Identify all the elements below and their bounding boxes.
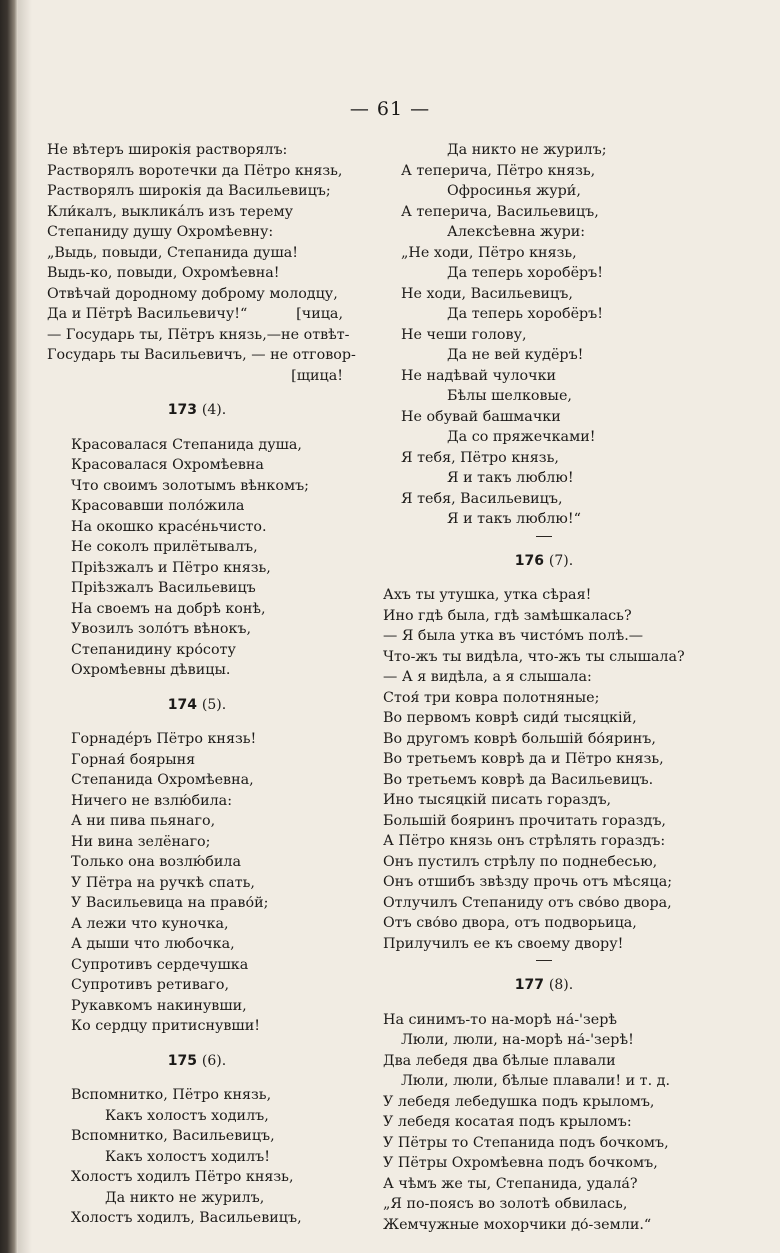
verse-line: — Государь ты, Пётръ князь,—не отвѣт-	[47, 326, 350, 343]
song-subnumber: (8).	[548, 977, 574, 993]
verse-line: Отлучилъ Степаниду отъ сво́во двора,	[383, 894, 672, 911]
song-175-continuation	[383, 140, 705, 530]
page-number: — 61 —	[349, 98, 431, 120]
verse-line: Ничего не взлю́била:	[71, 792, 233, 809]
song-176-verse	[383, 585, 705, 954]
verse-line: Что своимъ золотымъ вѣнкомъ;	[71, 477, 309, 494]
song-heading-176	[383, 551, 705, 572]
verse-line: Да со пряжечками!	[447, 429, 596, 445]
verse-line: „Не ходи, Пётро князь,	[401, 244, 577, 261]
verse-line: На окошко красéньчисто.	[71, 518, 267, 535]
verse-line: А дыши что любочка,	[71, 936, 235, 952]
verse-line: Ахъ ты утушка, утка сѣрая!	[383, 587, 592, 603]
verse-line: Супротивъ сердечушка	[71, 956, 249, 973]
verse-line: У лебедя косатая подъ крыломъ:	[383, 1114, 632, 1130]
verse-line: Не надѣвай чулочки	[401, 367, 557, 384]
verse-line: У Пётра на ручкѣ спать,	[71, 874, 255, 891]
verse-line: Офросинья жури́,	[447, 183, 581, 199]
verse-line: Во первомъ коврѣ сиди́ тысяцкій,	[383, 710, 637, 726]
verse-line: — Я была утка въ чисто́мъ полѣ.—	[383, 628, 644, 644]
song-heading-175	[47, 1051, 347, 1072]
verse-line: Вспомнитко, Васильевицъ,	[71, 1128, 275, 1144]
verse-line: Красовалася Охромѣевна	[71, 457, 264, 473]
song-number: 177	[514, 977, 545, 993]
verse-line: Холостъ ходилъ Пётро князь,	[71, 1169, 294, 1185]
verse-line: Да теперь хоробёръ!	[447, 265, 604, 281]
verse-line: Я и такъ люблю!	[447, 470, 574, 486]
verse-line: Отъ сво́во двора, отъ подворьица,	[383, 915, 637, 931]
verse-line: Да никто не журилъ,	[105, 1189, 265, 1206]
verse-line: А чѣмъ же ты, Степанида, удала́?	[383, 1175, 638, 1192]
verse-line: Онъ отшибъ звѣзду прочь отъ мѣсяца;	[383, 874, 673, 890]
verse-line: Горнадéръ Пётро князь!	[71, 731, 257, 747]
verse-line: „Я по-поясъ во золотѣ обвилась,	[383, 1196, 628, 1212]
verse-line: Государь ты Васильевичъ, — не отговор-	[47, 347, 356, 363]
verse-line: Алексѣевна жури:	[447, 224, 586, 240]
verse-line: Не соколъ прилётывалъ,	[71, 539, 258, 555]
verse-line: Рукавкомъ накинувши,	[71, 997, 247, 1014]
verse-line: А теперича, Пётро князь,	[401, 162, 596, 179]
verse-line: Онъ пустилъ стрѣлу по поднебесью,	[383, 853, 658, 870]
verse-line: Ко сердцу притиснувши!	[71, 1018, 261, 1034]
song-number: 176	[514, 552, 545, 569]
verse-line: Степанидину кро́соту	[71, 641, 236, 658]
verse-line: На синимъ-то на-морѣ на́-'зерѣ	[383, 1011, 618, 1028]
verse-line: Увозилъ золо́тъ вѣнокъ,	[71, 621, 252, 637]
verse-line: Большій бояринъ прочитать гораздъ,	[383, 812, 666, 829]
verse-line: — А я видѣла, а я слышала:	[383, 669, 592, 685]
verse-line: Не обувай башмачки	[401, 408, 561, 425]
verse-line: „Выдь, повыди, Степанида душа!	[47, 244, 299, 261]
verse-line-carry: [щица!	[291, 367, 343, 384]
verse-line: Я тебя, Васильевицъ,	[401, 490, 563, 507]
verse-line: Степаниду душу Охромѣевну:	[47, 224, 274, 240]
verse-line: Какъ холостъ ходилъ!	[105, 1148, 271, 1165]
song-number: 175	[167, 1052, 198, 1069]
verse-line: Красовавши поло́жила	[71, 498, 245, 514]
verse-line: Супротивъ ретиваго,	[71, 977, 230, 993]
verse-line: У Васильевица на право́й;	[71, 895, 269, 911]
song-subnumber: (7).	[548, 552, 574, 569]
song-174-verse	[47, 729, 347, 1037]
verse-line: Отвѣчай дородному доброму молодцу,	[47, 285, 338, 302]
verse-line: Во третьемъ коврѣ да Васильевицъ.	[383, 771, 654, 788]
verse-line: А теперича, Васильевицъ,	[401, 203, 599, 220]
verse-line: Да не вей кудёръ!	[447, 347, 584, 363]
verse-line: А Пётро князь онъ стрѣлять гораздъ:	[383, 833, 666, 849]
section-divider	[536, 960, 552, 961]
song-173-verse	[47, 435, 347, 681]
verse-line: Степанида Охромѣевна,	[71, 772, 254, 788]
verse-line: Ино тысяцкій писать гораздъ,	[383, 792, 612, 808]
verse-line: Растворялъ воротечки да Пётро князь,	[47, 162, 343, 179]
song-heading-177	[383, 975, 705, 996]
verse-line: Выдь-ко, повыди, Охромѣевна!	[47, 265, 280, 281]
verse-line: Красовалася Степанида душа,	[71, 436, 302, 453]
song-175-verse	[47, 1085, 347, 1229]
verse-line-carry: [чица,	[296, 306, 343, 322]
verse-line: Да никто не журилъ;	[447, 142, 607, 158]
intro-verse	[47, 140, 356, 386]
verse-line: Охромѣевны дѣвицы.	[71, 662, 231, 678]
verse-line: Растворялъ широкія да Васильевицъ;	[47, 183, 331, 199]
song-subnumber: (5).	[201, 696, 227, 713]
verse-line: Кли́калъ, выкликáлъ изъ терему	[47, 203, 294, 220]
verse-line: Какъ холостъ ходилъ,	[105, 1107, 269, 1124]
song-heading-174	[47, 695, 347, 716]
verse-line	[47, 304, 347, 325]
verse-line: Во третьемъ коврѣ да и Пётро князь,	[383, 751, 664, 767]
verse-line: Вспомнитко, Пётро князь,	[71, 1087, 272, 1103]
verse-line: У Пётры то Степанида подъ бочкомъ,	[383, 1134, 669, 1151]
verse-line: Не ходи, Васильевицъ,	[401, 285, 573, 302]
verse-line: Я и такъ люблю!“	[447, 511, 581, 527]
verse-line: Только она возлю́била	[71, 854, 242, 870]
verse-line: Горная́ боярыня	[71, 751, 196, 768]
page-edge-shadow	[18, 0, 32, 1253]
song-number: 174	[167, 696, 198, 713]
verse-line: Два лебедя два бѣлые плавали	[383, 1052, 616, 1069]
verse-line: Бѣлы шелковые,	[447, 388, 572, 404]
song-heading-173	[47, 400, 347, 421]
verse-line: Жемчужные мохорчики до́-земли.“	[383, 1216, 652, 1233]
verse-line: Во другомъ коврѣ большій бо́яринъ,	[383, 730, 656, 747]
verse-line: Не вѣтеръ широкія растворялъ:	[47, 142, 288, 158]
verse-line: Я тебя, Пётро князь,	[401, 449, 559, 466]
verse-line: Пріѣзжалъ Васильевицъ	[71, 580, 256, 596]
song-177-verse	[383, 1010, 705, 1236]
verse-line: У лебедя лебедушка подъ крыломъ,	[383, 1093, 655, 1110]
verse-line: А ни пива пьянаго,	[71, 813, 216, 829]
right-column	[383, 140, 705, 1235]
verse-line: У Пётры Охромѣевна подъ бочкомъ,	[383, 1155, 658, 1171]
verse-line: Стоя́ три ковра полотняные;	[383, 689, 600, 706]
left-column	[47, 140, 356, 1229]
verse-line: А лежи что куночка,	[71, 915, 229, 932]
verse-line: Да теперь хоробёръ!	[447, 306, 604, 322]
verse-line: Ино гдѣ была, гдѣ замѣшкалась?	[383, 607, 632, 624]
verse-line-text: Да и Пётрѣ Васильевичу!“	[47, 306, 248, 322]
verse-line: Ни вина зелёнаго;	[71, 833, 211, 850]
verse-line: Пріѣзжалъ и Пётро князь,	[71, 559, 271, 576]
verse-line: Люли, люли, бѣлые плавали! и т. д.	[401, 1073, 671, 1089]
book-spine-shadow	[0, 0, 18, 1253]
verse-line: На своемъ на добрѣ конѣ,	[71, 600, 266, 617]
song-subnumber: (6).	[201, 1052, 227, 1069]
verse-line: Люли, люли, на-морѣ на́-'зерѣ!	[401, 1032, 634, 1048]
verse-line: Холостъ ходилъ, Васильевицъ,	[71, 1210, 302, 1226]
verse-line: Прилучилъ ее къ своему двору!	[383, 935, 624, 952]
song-number: 173	[167, 402, 198, 418]
verse-line: Что-жъ ты видѣла, что-жъ ты слышала?	[383, 648, 685, 665]
section-divider	[536, 536, 552, 537]
song-subnumber: (4).	[201, 402, 227, 418]
verse-line: Не чеши голову,	[401, 326, 527, 343]
